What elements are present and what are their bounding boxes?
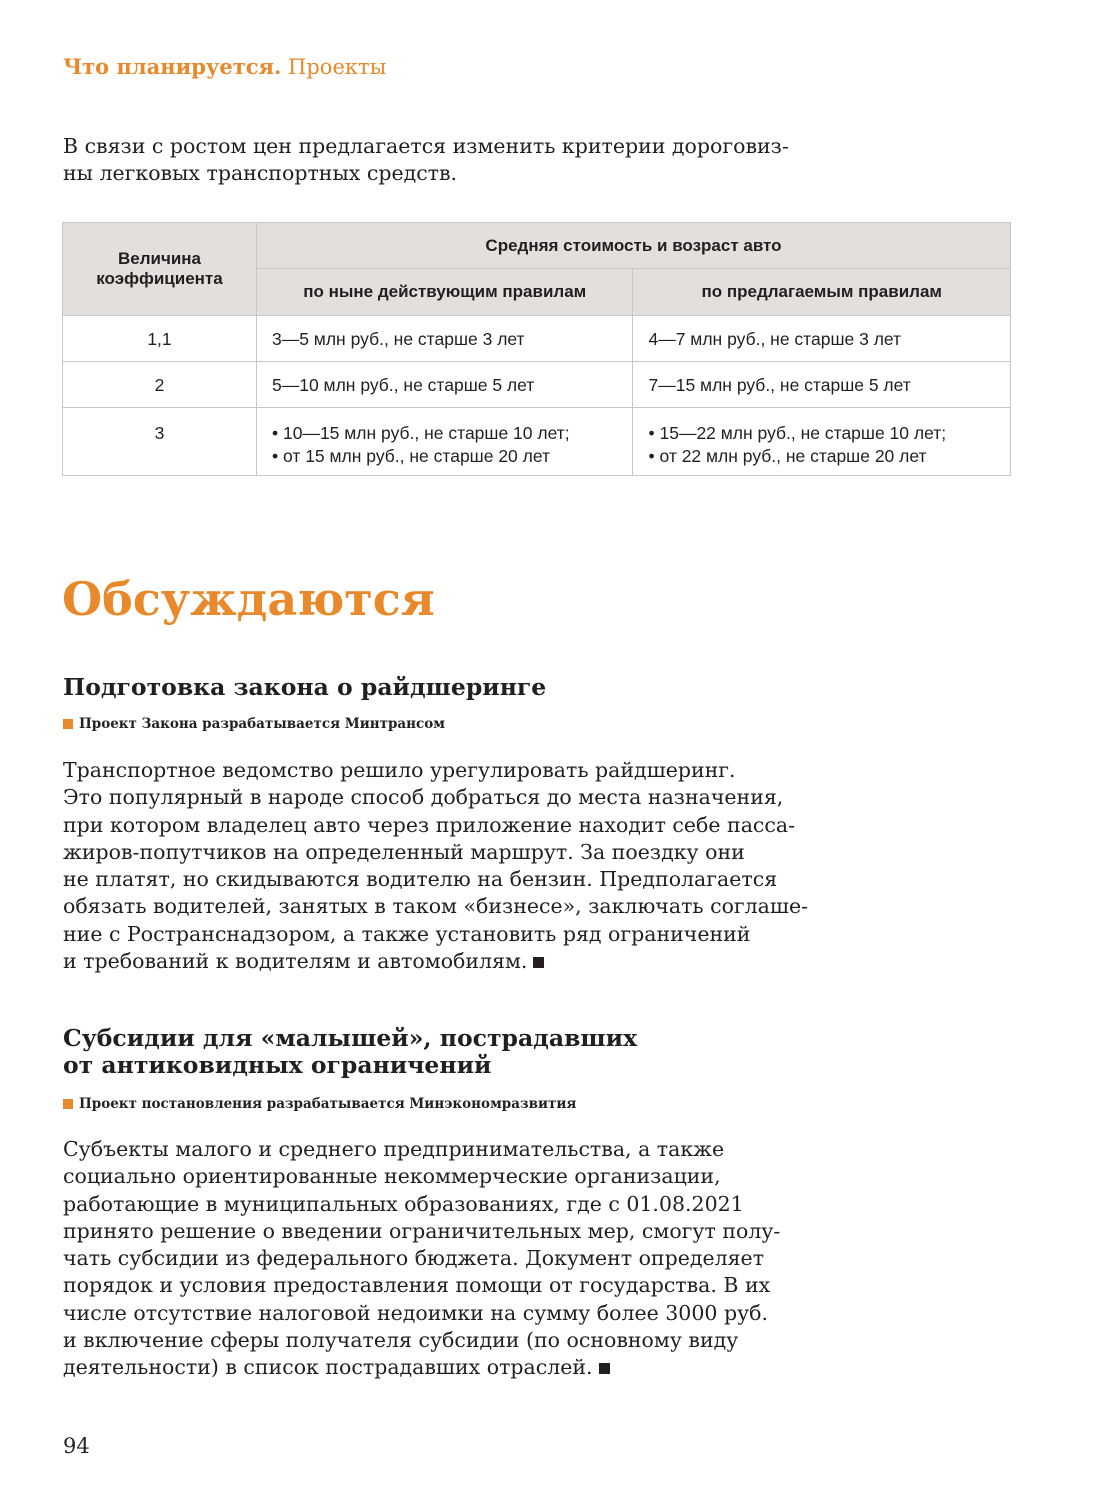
coefficient-table	[62, 222, 1011, 476]
article-title-line: Субсидии для «малышей», пострадавших	[63, 1024, 638, 1052]
orange-square-icon	[63, 719, 73, 729]
article-tag-text: Проект постановления разрабатывается Минэкономразвития	[79, 1096, 577, 1112]
body-line: числе отсутствие налоговой недоимки на сумму более 3000 руб.	[63, 1300, 768, 1325]
header-current-rules: по ныне действующим правилам	[256, 269, 633, 316]
body-line: порядок и условия предоставления помощи от государства. В их	[63, 1273, 771, 1298]
cell-bullet-line: • 10—15 млн руб., не старше 10 лет;	[271, 423, 570, 443]
cell-proposed	[633, 408, 1011, 476]
intro-paragraph	[63, 133, 789, 187]
header-subsection-label: Проекты	[288, 55, 387, 79]
cell-line: 3—5 млн руб., не старше 3 лет	[271, 329, 525, 349]
cell-current	[256, 362, 633, 408]
article-tag	[63, 1096, 576, 1112]
article-body	[63, 757, 808, 975]
body-line: принято решение о введении ограничительных мер, смогут полу-	[63, 1218, 781, 1243]
article-tag-text: Проект Закона разрабатывается Минтрансом	[79, 716, 445, 732]
cell-proposed	[633, 316, 1011, 362]
body-line: работающие в муниципальных образованиях, где с 01.08.2021	[63, 1191, 744, 1216]
orange-square-icon	[63, 1099, 73, 1109]
page-number: 94	[63, 1434, 90, 1458]
end-mark-icon	[533, 957, 544, 968]
body-line: не платят, но скидываются водителю на бензин. Предполагается	[63, 867, 778, 892]
end-mark-icon	[599, 1363, 610, 1374]
cell-current	[256, 316, 633, 362]
body-line: социально ориентированные некоммерческие организации,	[63, 1164, 721, 1189]
cell-line: 7—15 млн руб., не старше 5 лет	[648, 375, 911, 395]
cell-bullet-line: • 15—22 млн руб., не старше 10 лет;	[648, 423, 947, 443]
body-line: чать субсидии из федерального бюджета. Документ определяет	[63, 1246, 765, 1271]
cell-bullet-line: • от 15 млн руб., не старше 20 лет	[271, 446, 551, 466]
article-tag	[63, 716, 445, 732]
article-title	[63, 674, 546, 701]
cell-coefficient: 2	[63, 362, 257, 408]
cell-proposed	[633, 362, 1011, 408]
header-cost-age: Средняя стоимость и возраст авто	[256, 223, 1010, 269]
cell-bullet-line: • от 22 млн руб., не старше 20 лет	[648, 446, 927, 466]
article-body	[63, 1136, 780, 1382]
body-line: деятельности) в список пострадавших отраслей.	[63, 1355, 593, 1380]
article-title-line: от антиковидных ограничений	[63, 1051, 492, 1079]
cell-coefficient: 3	[63, 408, 257, 476]
body-line: Транспортное ведомство решило урегулировать райдшеринг.	[63, 758, 736, 782]
cell-line: 4—7 млн руб., не старше 3 лет	[648, 329, 902, 349]
body-line: при котором владелец авто через приложение находит себе пасса-	[63, 812, 796, 837]
body-line: Это популярный в народе способ добраться до места назначения,	[63, 785, 784, 810]
cell-line: 5—10 млн руб., не старше 5 лет	[271, 375, 535, 395]
body-line: и включение сферы получателя субсидии (по основному виду	[63, 1328, 739, 1353]
cell-coefficient: 1,1	[63, 316, 257, 362]
body-line: и требований к водителям и автомобилям.	[63, 949, 528, 974]
body-line: ние с Ространснадзором, а также установить ряд ограничений	[63, 921, 751, 946]
article-title-line: Подготовка закона о райдшеринге	[63, 673, 547, 701]
body-line: Субъекты малого и среднего предпринимательства, а также	[63, 1137, 725, 1161]
header-proposed-rules: по предлагаемым правилам	[633, 269, 1011, 316]
header-coefficient: Величина коэффициента	[63, 223, 257, 316]
body-line: жиров-попутчиков на определенный маршрут. За поездку они	[63, 839, 745, 864]
header-section-label: Что планируется.	[63, 54, 282, 79]
article-title	[63, 1025, 637, 1079]
cell-current	[256, 408, 633, 476]
running-header	[63, 54, 386, 79]
section-title: Обсуждаются	[62, 572, 435, 626]
table-row	[63, 362, 1011, 408]
table-row	[63, 316, 1011, 362]
body-line: обязать водителей, занятых в таком «бизнесе», заключать соглаше-	[63, 894, 809, 919]
table-row	[63, 408, 1011, 476]
intro-line: В связи с ростом цен предлагается изменить критерии дороговиз-	[63, 134, 789, 158]
intro-line: ны легковых транспортных средств.	[63, 161, 458, 185]
